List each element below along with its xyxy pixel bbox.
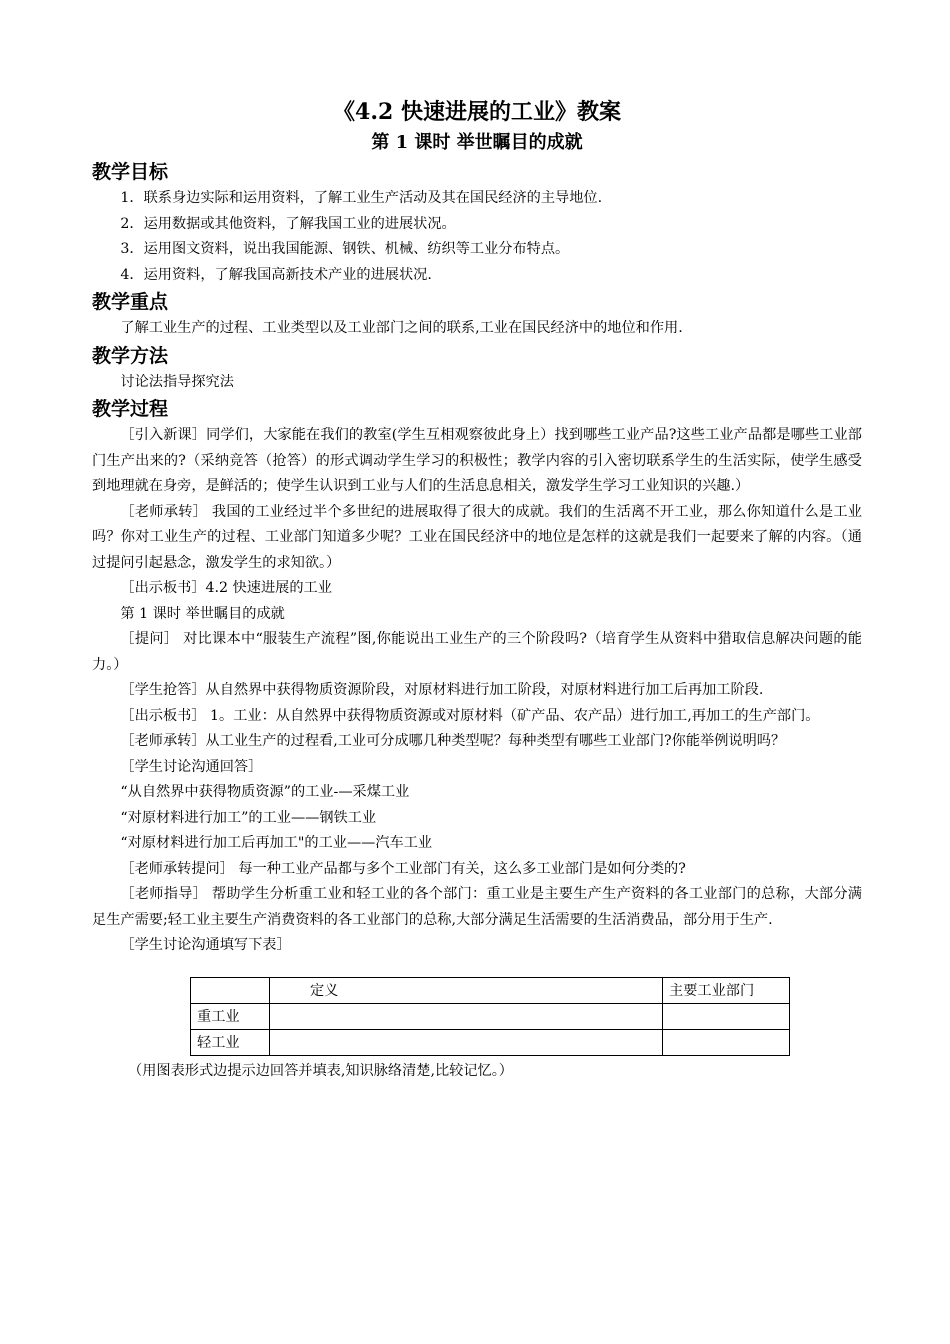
document-page <box>92 96 862 1084</box>
heading-process: 教学过程 <box>92 398 169 420</box>
table-cell <box>663 1003 790 1029</box>
process-paragraph: 第 1 课时 举世瞩目的成就 <box>120 605 285 622</box>
process-paragraph: ［学生讨论沟通填写下表］ <box>120 937 291 953</box>
table-cell: 轻工业 <box>191 1029 270 1055</box>
process-paragraph: ［提问］ 对比课本中“服装生产流程”图,你能说出工业生产的三个阶段吗?（培育学生从资料中猎取信息解决问题的能力。） <box>92 631 862 673</box>
goal-item: 2．运用数据或其他资料，了解我国工业的进展状况。 <box>120 215 456 232</box>
method-text: 讨论法指导探究法 <box>120 373 234 390</box>
process-paragraph: “对原材料进行加工后再加工"的工业——汽车工业 <box>120 835 433 851</box>
process-paragraph: ［老师指导］ 帮助学生分析重工业和轻工业的各个部门：重工业是主要生产生产资料的各工业部门的总称，大部分满足生产需要;轻工业主要生产消费资料的各工业部门的总称,大部分满足生活需要的生活消费品，部分用于生产. <box>92 886 862 928</box>
goal-item: 4．运用资料，了解我国高新技术产业的进展状况. <box>120 266 432 283</box>
table-cell: 重工业 <box>191 1003 270 1029</box>
document-title: 《4.2 快速进展的工业》教案 <box>333 99 621 125</box>
process-paragraph: ［学生讨论沟通回答］ <box>120 758 263 775</box>
process-paragraph: “从自然界中获得物质资源”的工业-—采煤工业 <box>120 784 410 800</box>
table-cell <box>663 1029 790 1055</box>
table-header-cell: 主要工业部门 <box>663 977 790 1003</box>
table-row <box>191 1029 790 1055</box>
process-paragraph: “对原材料进行加工”的工业——钢铁工业 <box>120 809 377 826</box>
process-paragraph: ［学生抢答］从自然界中获得物质资源阶段，对原材料进行加工阶段，对原材料进行加工后再加工阶段. <box>120 682 764 698</box>
goal-item: 3．运用图文资料，说出我国能源、钢铁、机械、纺织等工业分布特点。 <box>120 241 570 257</box>
process-paragraph: ［老师承转提问］ 每一种工业产品都与多个工业部门有关，这么多工业部门是如何分类的? <box>120 860 686 877</box>
table-cell <box>270 1029 663 1055</box>
process-paragraph: ［老师承转］ 我国的工业经过半个多世纪的进展取得了很大的成就。我们的生活离不开工业，那么你知道什么是工业吗？你对工业生产的过程、工业部门知道多少呢？工业在国民经济中的地位是怎样的这就是我们一起要来了解的内容。（通过提问引起悬念，激发学生的求知欲。） <box>92 503 862 571</box>
goal-item: 1．联系身边实际和运用资料，了解工业生产活动及其在国民经济的主导地位. <box>120 190 603 206</box>
focus-text: 了解工业生产的过程、工业类型以及工业部门之间的联系,工业在国民经济中的地位和作用. <box>120 320 683 336</box>
process-paragraph: ［引入新课］同学们，大家能在我们的教室(学生互相观察彼此身上）找到哪些工业产品?这些工业产品都是哪些工业部门生产出来的?（采纳竞答（抢答）的形式调动学生学习的积极性；教学内容的引入密切联系学生的生活实际，使学生感受到地理就在身旁，是鲜活的；使学生认识到工业与人们的生活息息相关，激发学生学习工业知识的兴趣.） <box>92 427 862 494</box>
table-header-row <box>191 977 790 1003</box>
table-row <box>191 1003 790 1029</box>
process-paragraph: ［老师承转］从工业生产的过程看,工业可分成哪几种类型呢？每种类型有哪些工业部门?你能举例说明吗？ <box>120 733 786 749</box>
heading-focus: 教学重点 <box>92 291 169 313</box>
table-note: （用图表形式边提示边回答并填表,知识脉络清楚,比较记忆。） <box>128 1062 513 1079</box>
heading-method: 教学方法 <box>92 344 169 367</box>
process-paragraph: ［出示板书］ 1。工业：从自然界中获得物质资源或对原材料（矿产品、农产品）进行加工,再加工的生产部门。 <box>120 707 820 724</box>
table-header-cell <box>191 977 270 1003</box>
table-cell <box>270 1003 663 1029</box>
industry-table <box>190 977 790 1056</box>
process-paragraph: ［出示板书］4.2 快速进展的工业 <box>120 580 332 596</box>
heading-goals: 教学目标 <box>92 161 169 183</box>
document-subtitle: 第 1 课时 举世瞩目的成就 <box>371 132 583 153</box>
table-header-cell: 定义 <box>270 977 663 1003</box>
